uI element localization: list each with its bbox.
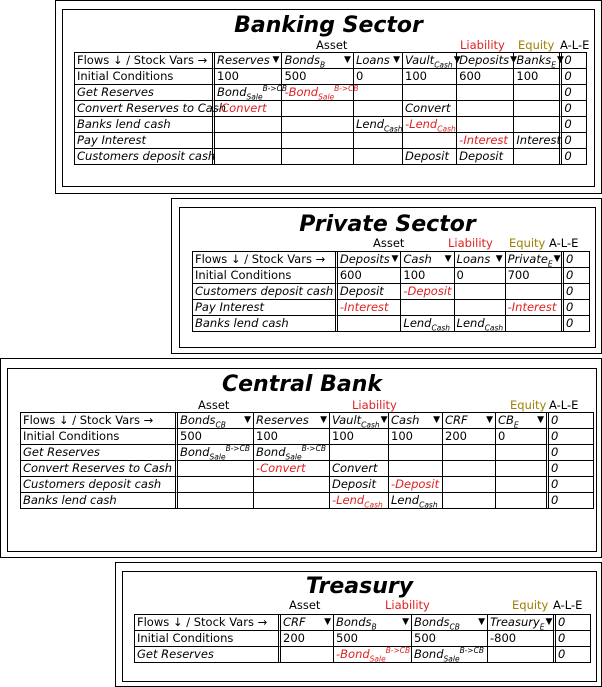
- cell[interactable]: [281, 647, 334, 662]
- cell[interactable]: [354, 149, 403, 164]
- column-header-crf[interactable]: [445, 413, 493, 428]
- header-row: [193, 252, 589, 268]
- ale-cell: 0: [565, 316, 574, 330]
- ale-header-value: 0: [549, 413, 593, 429]
- table-row: [193, 316, 589, 331]
- row-label: Banks lend cash: [21, 493, 178, 508]
- central-bank-panel: [0, 358, 602, 558]
- column-header-crf[interactable]: [283, 615, 331, 630]
- liability-band-label: Liability: [385, 598, 430, 612]
- liability-band-label: Liability: [352, 398, 397, 412]
- row-label: Pay Interest: [75, 133, 215, 149]
- banking-sector-frame: [62, 9, 595, 187]
- ale-cell: 0: [562, 133, 586, 149]
- panel-title: Central Bank: [221, 372, 383, 397]
- cell[interactable]: 0: [455, 268, 506, 284]
- header-label: Loans: [456, 252, 491, 266]
- ale-cell: 0: [564, 149, 572, 163]
- dropdown-arrow-icon[interactable]: ▼: [557, 55, 564, 65]
- row-label: Customers deposit cash: [21, 477, 178, 493]
- private-sector-frame: [179, 207, 596, 348]
- cell[interactable]: -Convert: [254, 461, 330, 477]
- cell[interactable]: 100: [254, 429, 330, 445]
- liability-band-label: Liability: [460, 38, 505, 52]
- panel-title: Private Sector: [299, 212, 476, 237]
- cell[interactable]: [443, 493, 496, 508]
- table-row: [135, 631, 590, 647]
- cell[interactable]: 500: [178, 429, 254, 445]
- dropdown-arrow-icon[interactable]: ▼: [402, 617, 409, 627]
- column-header-bonds-cb[interactable]: [414, 615, 485, 630]
- dropdown-arrow-icon[interactable]: ▼: [545, 617, 553, 627]
- header-label: Bonds$_{CB}$: [414, 615, 460, 632]
- cell[interactable]: Deposit: [457, 149, 514, 164]
- flows-stock-header: Flows ↓ / Stock Vars →: [77, 53, 208, 67]
- central-bank-frame: [7, 368, 597, 552]
- dropdown-arrow-icon[interactable]: ▼: [272, 55, 280, 65]
- ale-cell: 0: [562, 85, 586, 101]
- cell[interactable]: 0: [354, 69, 403, 85]
- flows-stock-header: Flows ↓ / Stock Vars →: [195, 252, 326, 266]
- equity-band-label: Equity: [518, 38, 555, 52]
- cell[interactable]: 100: [403, 69, 457, 85]
- cell[interactable]: Deposit: [338, 284, 402, 300]
- row-label: Initial Conditions: [75, 69, 215, 85]
- cell[interactable]: Deposit: [330, 477, 389, 493]
- ale-header-value: 0: [564, 252, 589, 268]
- cell[interactable]: -Deposit: [389, 477, 443, 493]
- cell[interactable]: [457, 101, 514, 117]
- cell[interactable]: -Deposit: [401, 284, 454, 300]
- header-label: CRF: [445, 413, 468, 427]
- cell[interactable]: [506, 284, 564, 300]
- column-header-cb-e[interactable]: [498, 413, 544, 428]
- cell[interactable]: [443, 445, 496, 461]
- cell[interactable]: [457, 117, 514, 133]
- column-header-banks-e[interactable]: [516, 53, 564, 70]
- cell[interactable]: [178, 477, 254, 493]
- table-row: [135, 647, 590, 662]
- panel-title: Treasury: [305, 574, 414, 599]
- header-label: Vault$_{Cash}$: [332, 413, 380, 430]
- header-label: Cash: [391, 413, 420, 427]
- table-row: [193, 300, 589, 316]
- cell[interactable]: -Interest: [457, 133, 514, 149]
- cell[interactable]: [401, 300, 454, 316]
- cell[interactable]: Convert: [330, 461, 389, 477]
- cell[interactable]: Lend$_{Cash}$: [455, 316, 506, 331]
- banking-sector-matrix: [74, 52, 587, 165]
- row-label: Convert Reserves to Cash: [21, 461, 178, 477]
- cell[interactable]: [282, 149, 354, 164]
- cell[interactable]: [178, 461, 254, 477]
- cell[interactable]: [330, 445, 389, 461]
- equity-band-label: Equity: [509, 236, 546, 250]
- header-label: Deposits: [339, 252, 390, 266]
- dropdown-arrow-icon[interactable]: ▼: [478, 617, 485, 627]
- cell[interactable]: [457, 85, 514, 101]
- cell[interactable]: [514, 149, 562, 164]
- cell[interactable]: [354, 101, 403, 117]
- cell[interactable]: 100: [330, 429, 389, 445]
- cell[interactable]: [443, 477, 496, 493]
- dropdown-arrow-icon[interactable]: ▼: [324, 617, 331, 627]
- cell[interactable]: [496, 477, 549, 493]
- ale-cell: 0: [551, 493, 559, 507]
- cell[interactable]: [455, 284, 506, 300]
- ale-header-value: 0: [562, 53, 586, 69]
- header-label: Cash: [403, 252, 432, 266]
- ale-band-label: A-L-E: [549, 236, 579, 250]
- row-label: Customers deposit cash: [193, 284, 338, 300]
- liability-band-label: Liability: [448, 236, 493, 250]
- dropdown-arrow-icon[interactable]: ▼: [486, 415, 493, 425]
- cell[interactable]: [282, 101, 354, 117]
- column-header-bonds-b[interactable]: [284, 53, 351, 68]
- header-label: Reserves: [256, 413, 309, 427]
- header-label: Bonds$_B$: [336, 615, 377, 632]
- ale-cell: 0: [549, 429, 593, 445]
- treasury-panel: [115, 562, 602, 687]
- row-label: Convert Reserves to Cash: [77, 101, 227, 115]
- cell[interactable]: -Lend$_{Cash}$: [330, 493, 389, 508]
- cell[interactable]: Bond$_{Sale}^{B->CB}$: [412, 647, 488, 662]
- header-label: Vault$_{Cash}$: [405, 53, 453, 70]
- private-sector-matrix: [192, 251, 590, 332]
- cell[interactable]: 200: [443, 429, 496, 445]
- column-header-vault-cash[interactable]: [332, 413, 386, 428]
- cell[interactable]: [389, 461, 443, 477]
- cell[interactable]: 600: [457, 69, 514, 85]
- cell[interactable]: 500: [282, 69, 354, 85]
- cell[interactable]: [496, 493, 549, 508]
- cell[interactable]: 100: [215, 69, 282, 85]
- column-band-labels: [180, 237, 597, 251]
- column-header-bonds-b[interactable]: [336, 615, 409, 630]
- cell[interactable]: [514, 85, 562, 101]
- cell[interactable]: -800: [488, 631, 556, 647]
- ale-cell: 0: [562, 117, 586, 133]
- ale-cell: 0: [564, 284, 589, 300]
- column-header-bonds-cb[interactable]: [180, 413, 251, 428]
- ale-cell: 0: [549, 461, 593, 477]
- cell[interactable]: -Interest: [506, 300, 564, 316]
- row-label: Initial Conditions: [193, 268, 338, 284]
- cell[interactable]: [455, 300, 506, 316]
- dropdown-arrow-icon[interactable]: ▼: [320, 415, 327, 425]
- cell[interactable]: [254, 493, 330, 508]
- cell[interactable]: -Convert: [215, 101, 282, 117]
- table-row: [21, 445, 593, 461]
- cell[interactable]: Deposit: [403, 149, 457, 164]
- row-label: Initial Conditions: [21, 429, 178, 445]
- cell[interactable]: [488, 647, 556, 662]
- private-sector-panel: [171, 198, 602, 354]
- header-label: Private$_E$: [507, 252, 553, 269]
- cell[interactable]: [215, 133, 282, 149]
- equity-band-label: Equity: [512, 598, 549, 612]
- cell[interactable]: [215, 117, 282, 133]
- cell[interactable]: [496, 461, 549, 477]
- cell[interactable]: [254, 477, 330, 493]
- table-row: [75, 117, 586, 133]
- cell[interactable]: [403, 85, 457, 101]
- row-label: Get Reserves: [135, 647, 281, 662]
- table-row: [21, 493, 593, 508]
- cell[interactable]: [178, 493, 254, 508]
- ale-cell: 0: [564, 268, 589, 284]
- cell[interactable]: [215, 149, 282, 164]
- asset-band-label: Asset: [289, 598, 321, 612]
- header-label: CRF: [283, 615, 306, 629]
- asset-band-label: Asset: [198, 398, 230, 412]
- cell[interactable]: [496, 445, 549, 461]
- ale-band-label: A-L-E: [549, 398, 579, 412]
- row-label: Get Reserves: [75, 85, 215, 101]
- cell[interactable]: [514, 117, 562, 133]
- cell[interactable]: [354, 133, 403, 149]
- cell[interactable]: -Bond$_{Sale}^{B->CB}$: [336, 646, 411, 664]
- asset-band-label: Asset: [316, 38, 348, 52]
- dropdown-arrow-icon[interactable]: ▼: [537, 415, 544, 425]
- column-band-labels: [8, 399, 598, 413]
- header-row: [21, 413, 593, 429]
- cell[interactable]: [338, 316, 402, 331]
- dropdown-arrow-icon[interactable]: ▼: [380, 415, 388, 425]
- column-header-cash[interactable]: [403, 252, 451, 267]
- table-row: [75, 85, 586, 101]
- column-band-labels: [63, 39, 596, 53]
- cell[interactable]: [389, 445, 443, 461]
- cell[interactable]: Interest: [516, 133, 561, 147]
- cell[interactable]: Bond$_{Sale}^{B->CB}$: [217, 84, 287, 102]
- cell[interactable]: 600: [338, 268, 402, 284]
- cell[interactable]: 0: [496, 429, 549, 445]
- panel-title: Banking Sector: [234, 13, 423, 38]
- ale-cell: 0: [564, 300, 589, 316]
- cell[interactable]: Bond$_{Sale}^{B->CB}$: [178, 445, 254, 461]
- column-header-reserves[interactable]: [217, 53, 279, 68]
- table-row: [75, 101, 586, 117]
- table-row: [75, 69, 586, 85]
- cell[interactable]: 500: [412, 631, 488, 647]
- column-header-cash[interactable]: [391, 413, 440, 428]
- column-header-loans[interactable]: [356, 53, 400, 68]
- dropdown-arrow-icon[interactable]: ▼: [453, 55, 461, 65]
- row-label: Customers deposit cash: [77, 149, 216, 163]
- dropdown-arrow-icon[interactable]: ▼: [495, 254, 503, 264]
- cell[interactable]: -Lend$_{Cash}$: [405, 117, 456, 134]
- asset-band-label: Asset: [373, 236, 405, 250]
- column-header-private-e[interactable]: [508, 252, 559, 267]
- cell[interactable]: [354, 85, 403, 101]
- header-label: Bonds$_B$: [284, 53, 326, 70]
- table-row: [21, 477, 593, 493]
- header-row: [135, 615, 590, 631]
- cell[interactable]: 500: [334, 631, 412, 647]
- ale-band-label: A-L-E: [560, 38, 590, 52]
- header-label: Bonds$_{CB}$: [180, 413, 226, 430]
- cell[interactable]: [403, 133, 457, 149]
- row-label: Get Reserves: [21, 445, 178, 461]
- header-label: Deposits: [459, 53, 510, 67]
- cell[interactable]: Bond$_{Sale}^{B->CB}$: [254, 445, 330, 461]
- dropdown-arrow-icon[interactable]: ▼: [391, 254, 399, 264]
- dropdown-arrow-icon[interactable]: ▼: [344, 55, 351, 65]
- treasury-matrix: [134, 614, 591, 663]
- central-bank-matrix: [20, 412, 594, 509]
- cell[interactable]: 100: [401, 268, 454, 284]
- cell[interactable]: 100: [389, 429, 443, 445]
- ale-cell: 0: [549, 445, 593, 461]
- ale-cell: 0: [562, 101, 586, 117]
- ale-cell: 0: [558, 647, 566, 661]
- dropdown-arrow-icon[interactable]: ▼: [510, 55, 518, 65]
- dropdown-arrow-icon[interactable]: ▼: [244, 415, 251, 425]
- row-label: Initial Conditions: [135, 631, 281, 647]
- table-row: [193, 284, 589, 300]
- header-label: $CB_E$: [498, 413, 519, 430]
- ale-cell: 0: [562, 69, 586, 85]
- cell[interactable]: [443, 461, 496, 477]
- column-header-treasury-e[interactable]: [490, 615, 551, 630]
- dropdown-arrow-icon[interactable]: ▼: [553, 254, 561, 264]
- cell[interactable]: 200: [281, 631, 334, 647]
- dropdown-arrow-icon[interactable]: ▼: [393, 55, 401, 65]
- dropdown-arrow-icon[interactable]: ▼: [433, 415, 440, 425]
- treasury-frame: [122, 571, 597, 682]
- table-row: [75, 149, 586, 164]
- row-label: Banks lend cash: [75, 117, 215, 133]
- table-row: [21, 461, 593, 477]
- cell[interactable]: 100: [514, 69, 562, 85]
- ale-header-value: 0: [556, 615, 590, 631]
- header-label: Reserves: [217, 53, 270, 67]
- flows-stock-header: Flows ↓ / Stock Vars →: [137, 615, 268, 629]
- column-header-deposits[interactable]: [459, 53, 518, 68]
- cell[interactable]: [514, 101, 562, 117]
- equity-band-label: Equity: [510, 398, 547, 412]
- cell[interactable]: -Bond$_{Sale}^{B->CB}$: [284, 84, 359, 102]
- ale-cell: 0: [556, 631, 590, 647]
- cell[interactable]: [282, 117, 354, 133]
- flows-stock-header: Flows ↓ / Stock Vars →: [23, 413, 154, 427]
- cell[interactable]: -Interest: [338, 300, 402, 316]
- cell[interactable]: Lend$_{Cash}$: [355, 117, 403, 134]
- ale-cell: 0: [549, 477, 593, 493]
- header-row: [75, 53, 586, 69]
- cell[interactable]: Lend$_{Cash}$: [389, 493, 443, 508]
- table-row: [193, 268, 589, 284]
- cell[interactable]: [282, 133, 354, 149]
- column-header-vault-cash[interactable]: [405, 53, 461, 70]
- cell[interactable]: Convert: [403, 101, 457, 117]
- header-label: Loans: [355, 53, 390, 67]
- cell[interactable]: 700: [506, 268, 564, 284]
- column-header-loans[interactable]: [457, 252, 503, 267]
- row-label: Pay Interest: [193, 300, 338, 316]
- banking-sector-panel: [55, 0, 602, 194]
- header-label: Banks$_E$: [516, 53, 557, 70]
- column-header-reserves[interactable]: [256, 413, 327, 428]
- cell[interactable]: [506, 316, 564, 331]
- table-row: [75, 133, 586, 149]
- header-label: Treasury$_E$: [490, 615, 545, 632]
- column-header-deposits[interactable]: [340, 252, 399, 267]
- row-label: Banks lend cash: [193, 316, 338, 331]
- column-band-labels: [123, 599, 598, 613]
- ale-band-label: A-L-E: [553, 598, 583, 612]
- table-row: [21, 429, 593, 445]
- dropdown-arrow-icon[interactable]: ▼: [444, 254, 452, 264]
- cell[interactable]: Lend$_{Cash}$: [401, 316, 454, 331]
